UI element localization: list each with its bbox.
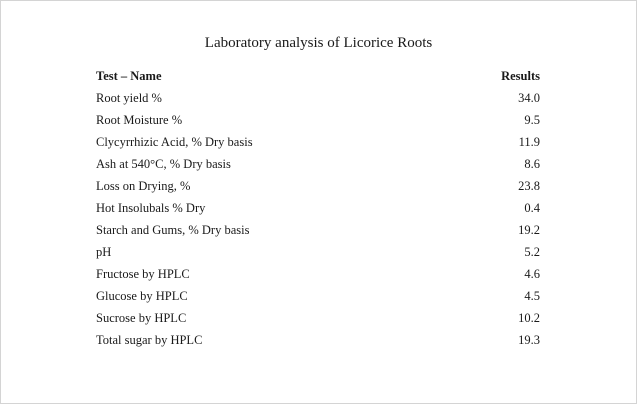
table-row	[96, 175, 540, 197]
table-row	[96, 87, 540, 109]
result-cell: 4.6	[524, 266, 540, 281]
result-cell: 5.2	[524, 244, 540, 259]
table-row	[96, 109, 540, 131]
column-header-test-name: Test – Name	[96, 68, 162, 83]
result-cell: 10.2	[518, 310, 540, 325]
table-row	[96, 131, 540, 153]
result-cell: 19.2	[518, 222, 540, 237]
result-cell: 19.3	[518, 332, 540, 347]
table-row	[96, 329, 540, 351]
result-cell: 23.8	[518, 178, 540, 193]
test-name-cell: Loss on Drying, %	[96, 178, 191, 193]
document-title: Laboratory analysis of Licorice Roots	[204, 35, 433, 51]
result-cell: 9.5	[524, 112, 540, 127]
test-name-cell: Hot Insolubals % Dry	[96, 200, 206, 215]
test-name-cell: Starch and Gums, % Dry basis	[96, 222, 250, 237]
table-header-row	[96, 65, 540, 87]
result-cell: 4.5	[524, 288, 540, 303]
table-row	[96, 153, 540, 175]
result-cell: 8.6	[524, 156, 540, 171]
result-cell: 34.0	[518, 90, 540, 105]
table-row	[96, 197, 540, 219]
test-name-cell: Ash at 540°C, % Dry basis	[96, 156, 231, 171]
test-name-cell: Glucose by HPLC	[96, 288, 188, 303]
result-cell: 0.4	[524, 200, 540, 215]
test-name-cell: Total sugar by HPLC	[96, 332, 203, 347]
test-name-cell: Fructose by HPLC	[96, 266, 190, 281]
table-row	[96, 219, 540, 241]
table-row	[96, 263, 540, 285]
test-name-cell: Root Moisture %	[96, 112, 183, 127]
test-name-cell: Sucrose by HPLC	[96, 310, 187, 325]
test-name-cell: pH	[96, 244, 112, 259]
results-table	[96, 65, 540, 351]
result-cell: 11.9	[518, 134, 540, 149]
test-name-cell: Clycyrrhizic Acid, % Dry basis	[96, 134, 253, 149]
test-name-cell: Root yield %	[96, 90, 162, 105]
column-header-results: Results	[501, 68, 540, 83]
table-row	[96, 241, 540, 263]
table-row	[96, 307, 540, 329]
table-row	[96, 285, 540, 307]
